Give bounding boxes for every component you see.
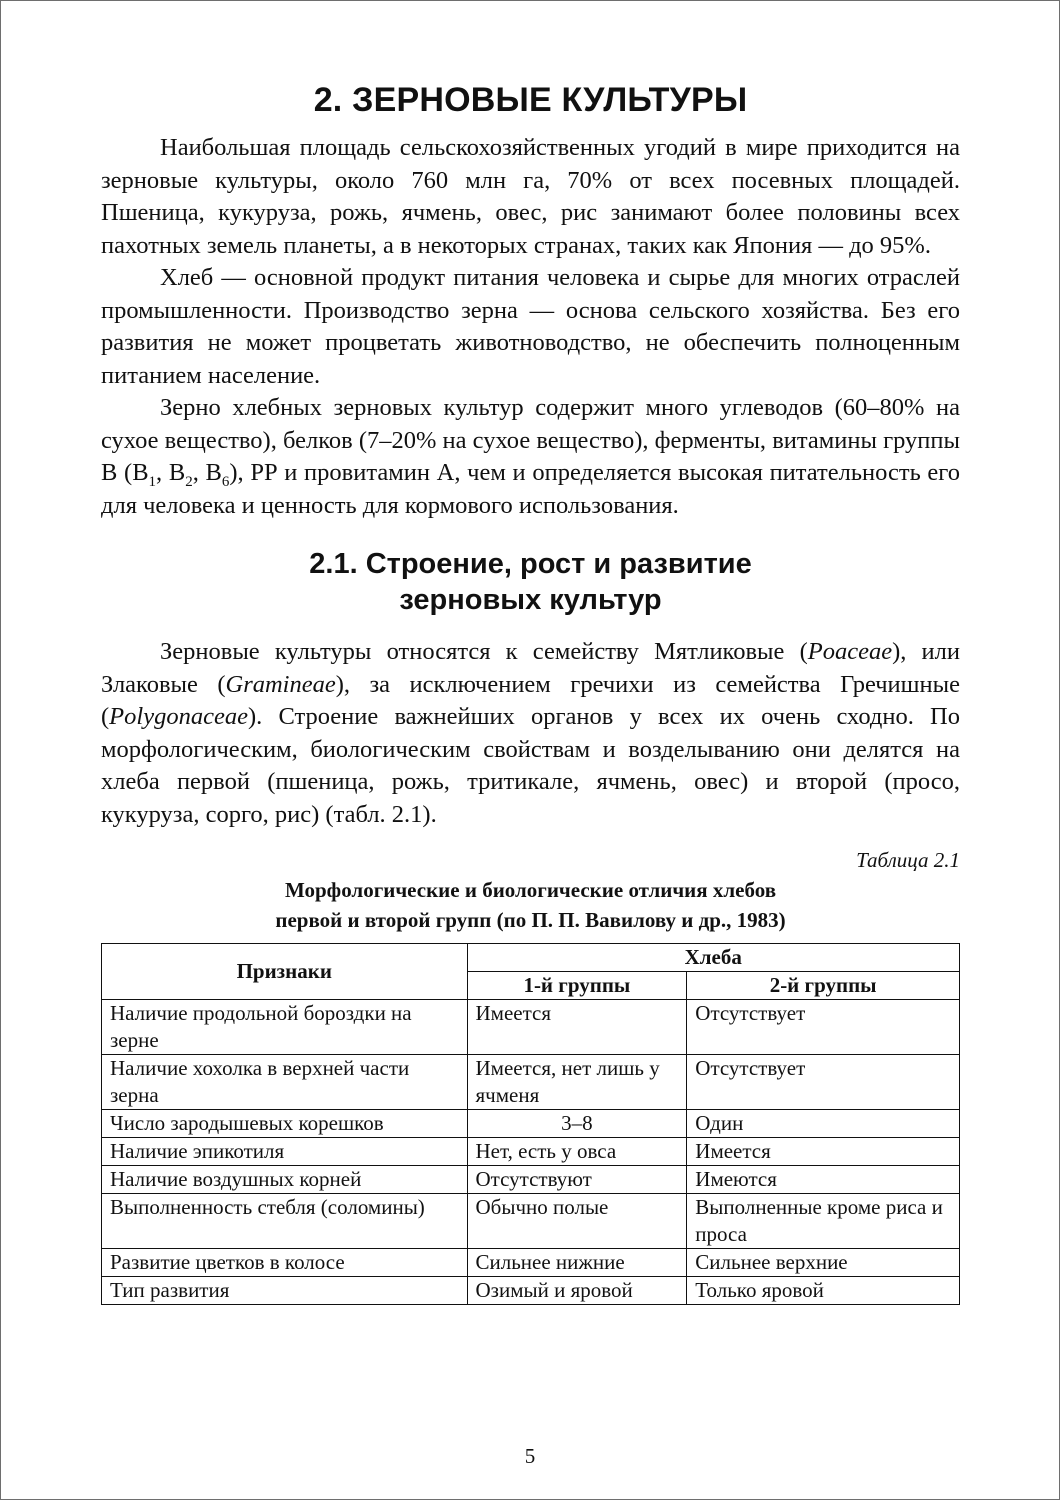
header-group-1: 1-й группы [467, 972, 687, 1000]
page-number: 5 [524, 1444, 536, 1468]
cell-group-2: Только яровой [687, 1277, 960, 1305]
table-row [102, 1138, 960, 1166]
cell-group-1: Сильнее нижние [467, 1249, 687, 1277]
subscript-b6: 6 [221, 473, 230, 490]
section-title-line-1: 2.1. Строение, рост и развитие [309, 548, 752, 580]
cell-group-1: Обычно полые [467, 1194, 687, 1249]
header-features: Признаки [102, 944, 468, 1000]
cell-group-1: 3–8 [467, 1110, 687, 1138]
paragraph-4 [101, 636, 960, 831]
cell-feature: Наличие эпикотиля [102, 1138, 468, 1166]
cell-feature: Наличие продольной бороздки на зерне [102, 1000, 468, 1055]
table-row [102, 1194, 960, 1249]
table-header-row [102, 944, 960, 972]
cell-group-2: Имеются [687, 1166, 960, 1194]
latin-gramineae: Gramineae [225, 670, 336, 698]
cell-group-2: Отсутствует [687, 1055, 960, 1110]
table-row [102, 1277, 960, 1305]
cell-group-1: Нет, есть у овса [467, 1138, 687, 1166]
paragraph-3 [101, 392, 960, 522]
paragraph-3-text-a: Зерно хлебных зерновых культур содержит много углеводов (60–80% на сухое вещество), белков (7–20% на сухое вещество), ферменты, витамины группы В (В [101, 394, 960, 486]
paragraph-2: Хлеб — основной продукт питания человека и сырье для многих отраслей промышленности. Производство зерна — основа сельского хозяйства. Без его развития не может процветать животноводство, не обеспечить полноценным питанием население. [101, 264, 960, 389]
cell-group-1: Имеется [467, 1000, 687, 1055]
table-row [102, 1166, 960, 1194]
cell-group-2: Выполненные кроме риса и проса [687, 1194, 960, 1249]
cell-feature: Наличие хохолка в верхней части зерна [102, 1055, 468, 1110]
paragraph-4-text-c: ), за исключением гречихи из семейства Гречишные ( [101, 670, 960, 730]
cell-group-2: Отсутствует [687, 1000, 960, 1055]
header-group-2: 2-й группы [687, 972, 960, 1000]
cell-feature: Число зародышевых корешков [102, 1110, 468, 1138]
table-row [102, 1249, 960, 1277]
cell-group-2: Имеется [687, 1138, 960, 1166]
table-caption [101, 875, 960, 935]
chapter-title: 2. ЗЕРНОВЫЕ КУЛЬТУРЫ [313, 81, 748, 119]
table-row [102, 1000, 960, 1055]
cell-group-1: Озимый и яровой [467, 1277, 687, 1305]
comparison-table [101, 943, 960, 1305]
latin-poaceae: Poaceae [807, 638, 893, 665]
table-caption-line-1: Морфологические и биологические отличия хлебов [284, 878, 777, 902]
paragraph-4-text-b: ), или Злаковые ( [101, 638, 961, 698]
paragraph-3-text-b: ), РР и провитамин А, чем и определяется высокая питательность его для человека и ценность для кормового использования. [101, 459, 960, 519]
table-label: Таблица 2.1 [856, 848, 960, 872]
section-title [101, 546, 960, 618]
table-row [102, 1110, 960, 1138]
paragraph-4-text-a: Зерновые культуры относятся к семейству Мятликовые ( [160, 638, 808, 665]
cell-feature: Наличие воздушных корней [102, 1166, 468, 1194]
latin-polygonaceae: Polygonaceae [109, 703, 248, 730]
cell-feature: Выполненность стебля (соломины) [102, 1194, 468, 1249]
table-row [102, 1055, 960, 1110]
paragraph-1: Наибольшая площадь сельскохозяйственных угодий в мире приходится на зерновые культуры, около 760 млн га, 70% от всех посевных площадей. Пшеница, кукуруза, рожь, ячмень, овес, рис занимают более половины всех пахотных земель планеты, а в некоторых странах, таких как Япония — до 95%. [101, 134, 960, 259]
paragraph-3-sep-1: , В [156, 459, 186, 486]
subscript-b1: 1 [148, 473, 157, 490]
section-title-line-2: зерновых культур [399, 584, 662, 616]
cell-feature: Тип развития [102, 1277, 468, 1305]
cell-group-2: Сильнее верхние [687, 1249, 960, 1277]
cell-feature: Развитие цветков в колосе [102, 1249, 468, 1277]
paragraph-3-sep-2: , В [192, 459, 222, 486]
header-group: Хлеба [467, 944, 960, 972]
cell-group-2: Один [687, 1110, 960, 1138]
table-caption-line-2: первой и второй групп (по П. П. Вавилову и др., 1983) [275, 908, 786, 932]
page-content [101, 80, 960, 1305]
subscript-b2: 2 [185, 473, 193, 490]
cell-group-1: Имеется, нет лишь у ячменя [467, 1055, 687, 1110]
cell-group-1: Отсутствуют [467, 1166, 687, 1194]
paragraph-4-text-d: ). Строение важнейших органов у всех их очень сходно. По морфологическим, биологическим свойствам и возделыванию они делятся на хлеба первой (пшеница, рожь, тритикале, ячмень, овес) и второй (просо, кукуруза, сорго, рис) (табл. 2.1). [101, 703, 960, 828]
